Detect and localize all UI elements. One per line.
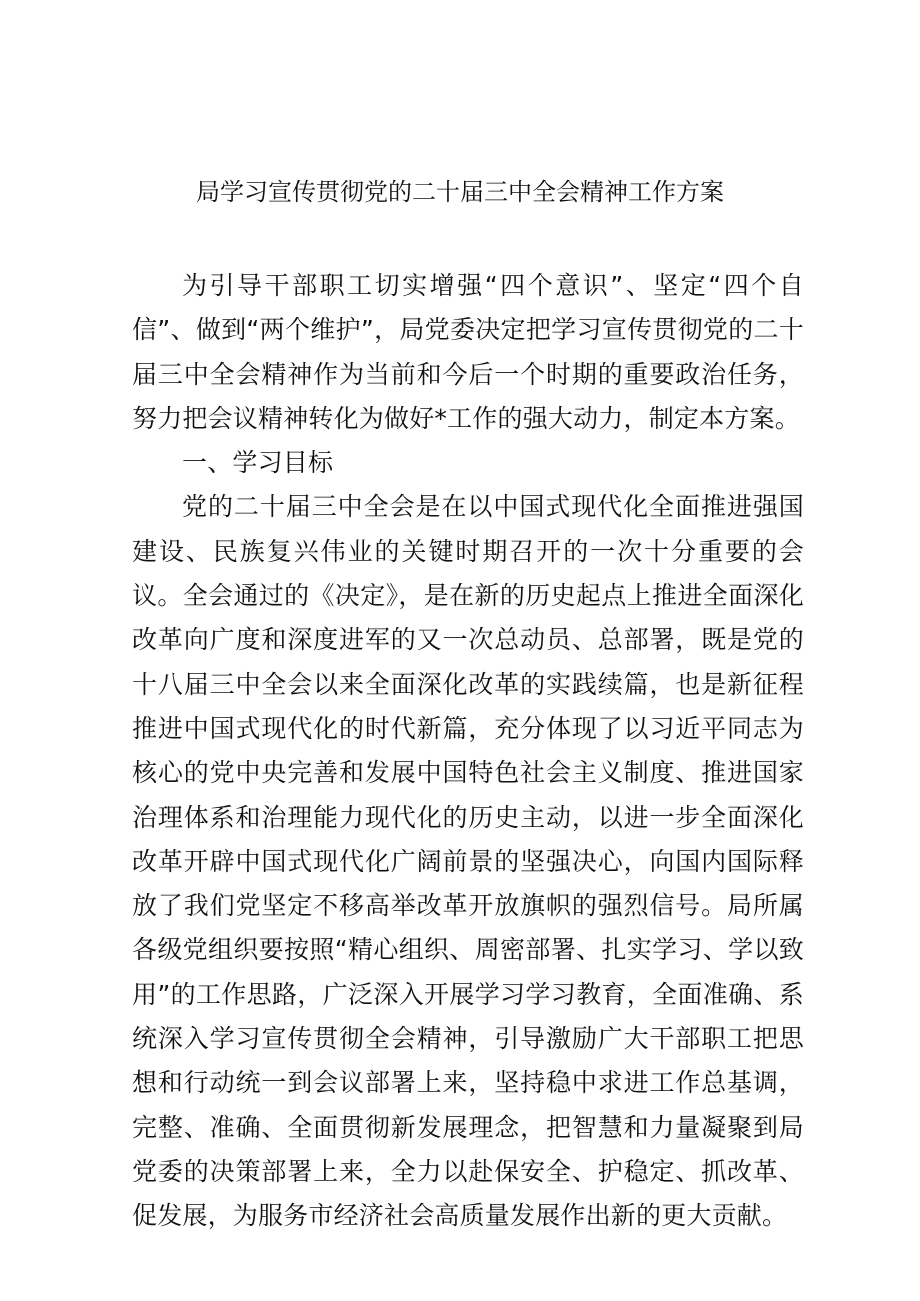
intro-paragraph: 为引导干部职工切实增强“四个意识”、坚定“四个自信”、做到“两个维护”，局党委决定把学习宣传贯彻党的二十届三中全会精神作为当前和今后一个时期的重要政治任务，努力把会议精神转化为做好*工作的强大动力，制定本方案。 [132, 271, 804, 433]
section-paragraph: 党的二十届三中全会是在以中国式现代化全面推进强国建设、民族复兴伟业的关键时期召开的一次十分重要的会议。全会通过的《决定》，是在新的历史起点上推进全面深化改革向广度和深度进军的又一次总动员、总部署，既是党的十八届三中全会以来全面深化改革的实践续篇，也是新征程推进中国式现代化的时代新篇，充分体现了以习近平同志为核心的党中央完善和发展中国特色社会主义制度、推进国家治理体系和治理能力现代化的历史主动，以进一步全面深化改革开辟中国式现代化广阔前景的坚强决心，向国内国际释放了我们党坚定不移高举改革开放旗帜的强烈信号。局所属各级党组织要按照“精心组织、周密部署、扎实学习、学以致用”的工作思路，广泛深入开展学习学习教育，全面准确、系统深入学习宣传贯彻全会精神，引导激励广大干部职工把思想和行动统一到会议部署上来，坚持稳中求进工作总基调，完整、准确、全面贯彻新发展理念，把智慧和力量凝聚到局党委的决策部署上来，全力以赴保安全、护稳定、抓改革、促发展，为服务市经济社会高质量发展作出新的更大贡献。 [132, 492, 804, 1231]
document-title: 局学习宣传贯彻党的二十届三中全会精神工作方案 [196, 178, 724, 206]
document-body [132, 264, 804, 1239]
section-heading: 一、学习目标 [182, 448, 334, 478]
